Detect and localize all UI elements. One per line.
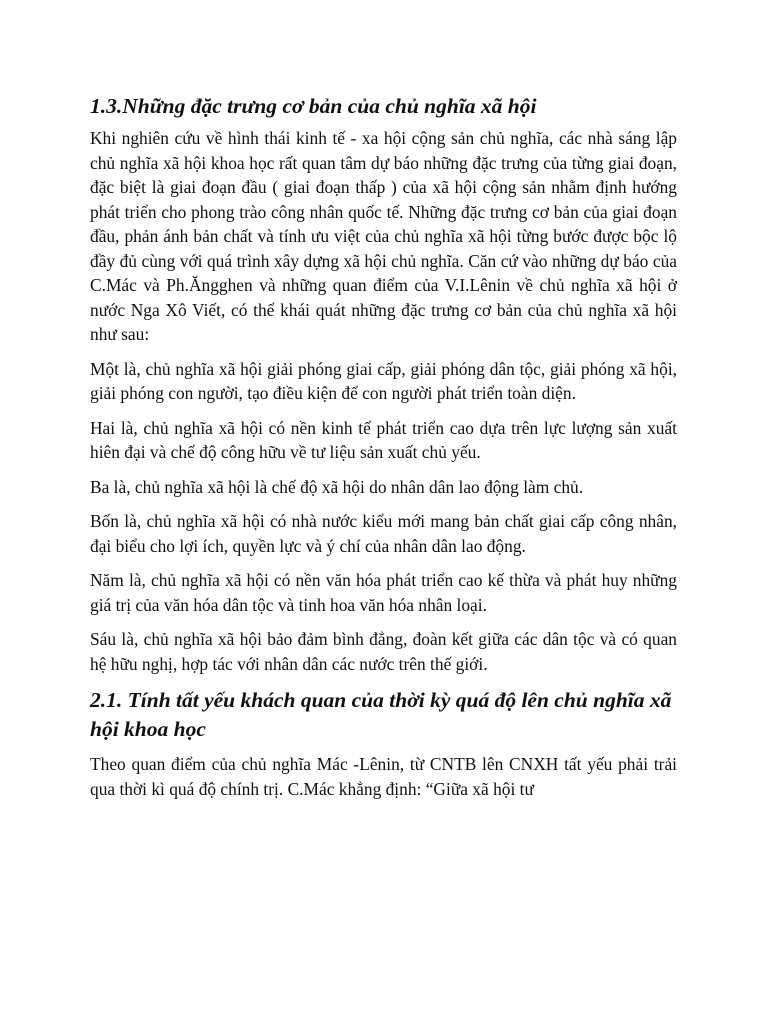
- paragraph-feature-1: Một là, chủ nghĩa xã hội giải phóng giai cấp, giải phóng dân tộc, giải phóng xã hội, giải phóng con người, tạo điều kiện để con người phát triển toàn diện.: [90, 358, 677, 403]
- paragraph-feature-2: Hai là, chủ nghĩa xã hội có nền kinh tế phát triển cao dựa trên lực lượng sản xuất hiên đại và chế độ công hữu về tư liệu sản xuất chủ yếu.: [90, 417, 677, 462]
- paragraph-intro: Khi nghiên cứu về hình thái kinh tế - xa hội cộng sản chủ nghĩa, các nhà sáng lập chủ nghĩa xã hội khoa học rất quan tâm dự báo những đặc trưng của từng giai đoạn, đặc biệt là giai đoạn đầu ( giai đoạn thấp ) của xã hội cộng sản nhằm định hướng phát triển cho phong trào công nhân quốc tế. Những đặc trưng cơ bản của giai đoạn đầu, phản ánh bản chất và tính ưu việt của chủ nghĩa xã hội từng bước được bộc lộ đầy đủ cùng với quá trình xây dựng xã hội chủ nghĩa. Căn cứ vào những dự báo của C.Mác và Ph.Ăngghen và những quan điểm của V.I.Lênin về chủ nghĩa xã hội ở nước Nga Xô Viết, có thể khái quát những đặc trưng cơ bản của chủ nghĩa xã hội như sau:: [90, 128, 677, 344]
- paragraph-feature-3: Ba là, chủ nghĩa xã hội là chế độ xã hội do nhân dân lao động làm chủ.: [90, 476, 584, 497]
- section-heading-2-1: 2.1. Tính tất yếu khách quan của thời kỳ quá độ lên chủ nghĩa xã hội khoa học: [90, 688, 672, 741]
- paragraph-transition: Theo quan điểm của chủ nghĩa Mác -Lênin, từ CNTB lên CNXH tất yếu phải trải qua thời kì quá độ chính trị. C.Mác khẳng định: “Giữa xã hội tư: [90, 754, 677, 799]
- paragraph-feature-5: Năm là, chủ nghĩa xã hội có nền văn hóa phát triển cao kế thừa và phát huy những giá trị của văn hóa dân tộc và tinh hoa văn hóa nhân loại.: [90, 570, 677, 615]
- section-heading-1-3: 1.3.Những đặc trưng cơ bản của chủ nghĩa xã hội: [90, 94, 537, 118]
- document-page: [90, 92, 677, 811]
- paragraph-feature-4: Bốn là, chủ nghĩa xã hội có nhà nước kiểu mới mang bản chất giai cấp công nhân, đại biểu cho lợi ích, quyền lực và ý chí của nhân dân lao động.: [90, 511, 677, 556]
- paragraph-feature-6: Sáu là, chủ nghĩa xã hội bảo đảm bình đẳng, đoàn kết giữa các dân tộc và có quan hệ hữu nghị, hợp tác với nhân dân các nước trên thế giới.: [90, 629, 677, 674]
